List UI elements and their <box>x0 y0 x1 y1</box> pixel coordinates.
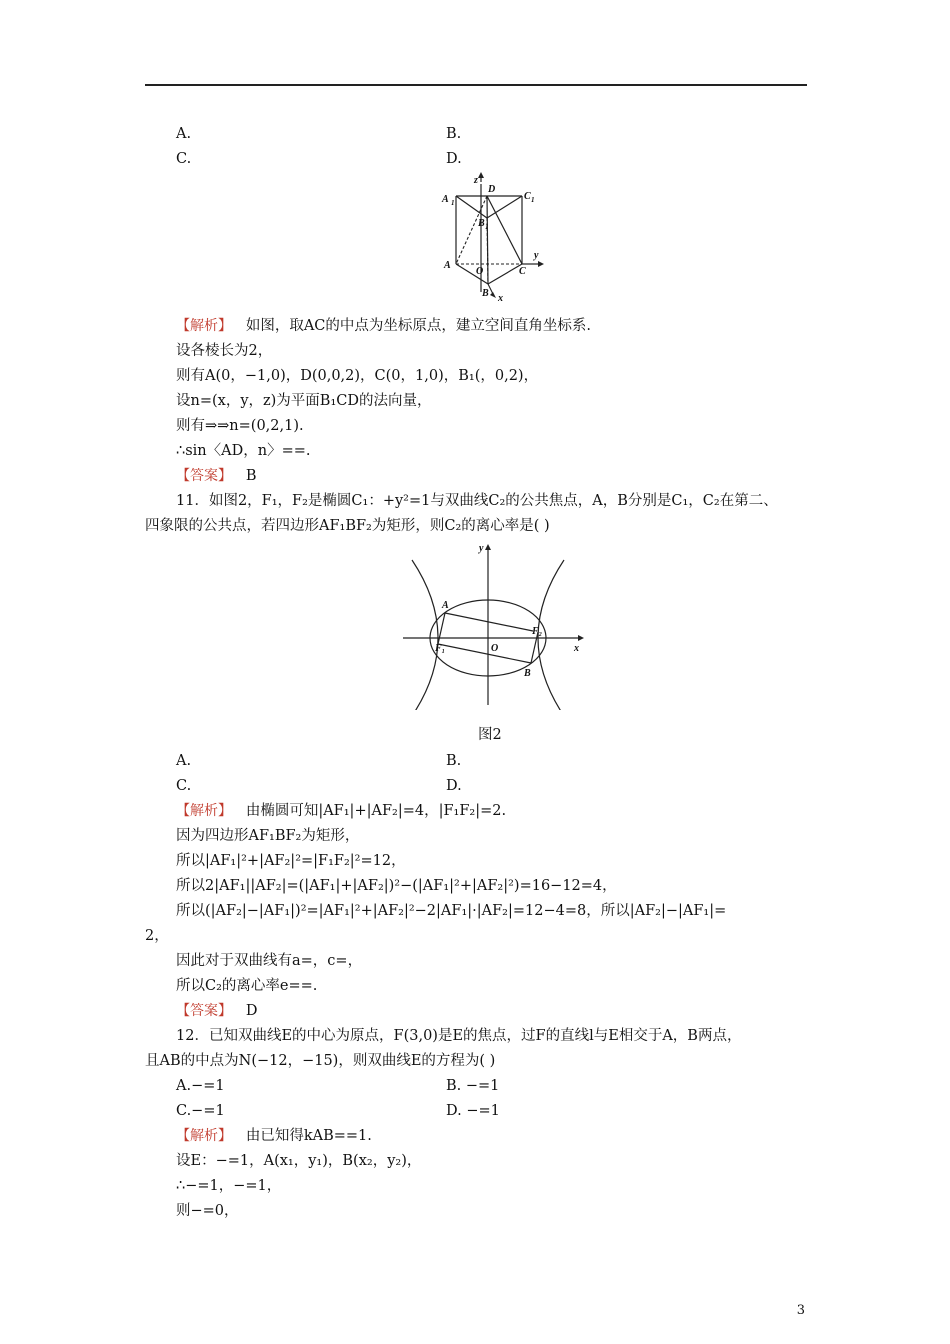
q11-answer: D <box>245 1003 258 1019</box>
q11-analysis-line-6: 2， <box>145 928 169 944</box>
q10-analysis-line-4: 设n=(x，y，z)为平面B₁CD的法向量， <box>176 393 432 409</box>
fig1-label-x: x <box>498 293 503 304</box>
q12-option-a: A.−=1 <box>176 1078 225 1094</box>
q12-option-d: D. −=1 <box>446 1103 500 1119</box>
q11-answer-line <box>176 1001 257 1021</box>
q12-option-c: C.−=1 <box>176 1103 225 1119</box>
q10-analysis-tag: 【解析】 <box>176 318 232 334</box>
fig1-label-y: y <box>534 250 539 261</box>
q10-answer-tag: 【答案】 <box>176 468 232 484</box>
q11-option-a: A. <box>176 753 192 769</box>
fig1-label-a1: A <box>442 194 449 205</box>
q12-analysis-line-2: 设E：−=1，A(x₁，y₁)，B(x₂，y₂)， <box>176 1153 422 1169</box>
q12-stem-line-2: 且AB的中点为N(−12，−15)，则双曲线E的方程为( ) <box>145 1053 496 1069</box>
q12-stem-line-1: 12．已知双曲线E的中心为原点，F(3,0)是E的焦点，过F的直线l与E相交于A，B两点， <box>176 1028 742 1044</box>
q11-analysis-line-7: 因此对于双曲线有a=，c=， <box>176 953 363 969</box>
q10-analysis-line-1: 【解析】 如图，取AC的中点为坐标原点，建立空间直角坐标系. <box>176 318 592 334</box>
prism-figure <box>430 172 550 304</box>
fig1-label-o: O <box>476 266 484 277</box>
q11-analysis-line-5: 所以(|AF₂|−|AF₁|)²=|AF₁|²+|AF₂|²−2|AF₁|·|AF₂|=12−4=8，所以|AF₂|−|AF₁|= <box>176 903 727 919</box>
fig1-label-c: C <box>519 266 526 277</box>
fig2-label-a: A <box>442 600 449 611</box>
q11-stem-line-1: 11．如图2，F₁，F₂是椭圆C₁：+y²=1与双曲线C₂的公共焦点，A，B分别是C₁，C₂在第二、 <box>176 493 778 509</box>
q10-analysis-line-5: 则有⇒⇒n=(0,2,1). <box>176 418 304 434</box>
fig1-label-c1: C <box>524 191 531 202</box>
q10-option-a: A. <box>176 126 192 142</box>
q12-analysis-line-1: 【解析】 由已知得kAB==1. <box>176 1128 372 1144</box>
q10-option-c: C. <box>176 151 192 167</box>
q12-analysis-tag: 【解析】 <box>176 1128 232 1144</box>
q11-analysis-line-8: 所以C₂的离心率e==. <box>176 978 318 994</box>
q10-answer: B <box>245 468 257 484</box>
q11-option-b: B. <box>446 753 462 769</box>
fig1-label-b1: B <box>478 218 485 229</box>
q11-analysis-line-2: 因为四边形AF₁BF₂为矩形， <box>176 828 360 844</box>
q11-analysis-tag: 【解析】 <box>176 803 232 819</box>
q11-answer-tag: 【答案】 <box>176 1003 232 1019</box>
fig1-label-a: A <box>444 260 451 271</box>
fig2-label-f2: F₂ <box>532 626 543 637</box>
fig2-label-o: O <box>491 643 499 654</box>
q11-analysis-line-1: 【解析】 由椭圆可知|AF₁|+|AF₂|=4，|F₁F₂|=2. <box>176 803 507 819</box>
fig1-label-b: B <box>482 288 489 299</box>
q11-option-d: D. <box>446 778 462 794</box>
q12-analysis-line-4: 则−=0， <box>176 1203 239 1219</box>
q10-answer-line <box>176 466 256 486</box>
q10-analysis-line-2: 设各棱长为2， <box>176 343 273 359</box>
fig1-label-a1-sub: 1 <box>451 199 455 207</box>
fig1-label-d: D <box>488 184 496 195</box>
fig1-label-z: z <box>474 175 478 186</box>
q10-analysis-line-3: 则有A(0，−1,0)，D(0,0,2)，C(0，1,0)，B₁(，0,2)， <box>176 368 539 384</box>
q10-option-d: D. <box>446 151 462 167</box>
fig2-label-f1: F₁ <box>435 643 446 654</box>
header-rule <box>145 84 807 86</box>
q12-analysis-line-3: ∴−=1，−=1， <box>176 1178 282 1194</box>
q11-option-c: C. <box>176 778 192 794</box>
page-number: 3 <box>796 1303 805 1318</box>
q10-option-b: B. <box>446 126 462 142</box>
fig1-label-c1-sub: 1 <box>531 196 535 204</box>
q11-analysis-line-4: 所以2|AF₁||AF₂|=(|AF₁|+|AF₂|)²−(|AF₁|²+|AF₂|²)=16−12=4， <box>176 878 617 894</box>
q10-analysis-line-6: ∴sin〈AD，n〉==. <box>176 443 311 459</box>
q11-stem-line-2: 四象限的公共点，若四边形AF₁BF₂为矩形，则C₂的离心率是( ) <box>145 518 550 534</box>
q12-option-b: B. −=1 <box>446 1078 500 1094</box>
fig2-label-b: B <box>524 668 531 679</box>
fig2-label-x: x <box>574 643 579 654</box>
fig2-label-y: y <box>479 543 484 554</box>
fig1-label-b1-sub: 1 <box>485 223 489 231</box>
ellipse-hyperbola-figure <box>400 540 590 710</box>
q11-analysis-line-3: 所以|AF₁|²+|AF₂|²=|F₁F₂|²=12， <box>176 853 406 869</box>
figure-caption: 图2 <box>478 727 502 743</box>
